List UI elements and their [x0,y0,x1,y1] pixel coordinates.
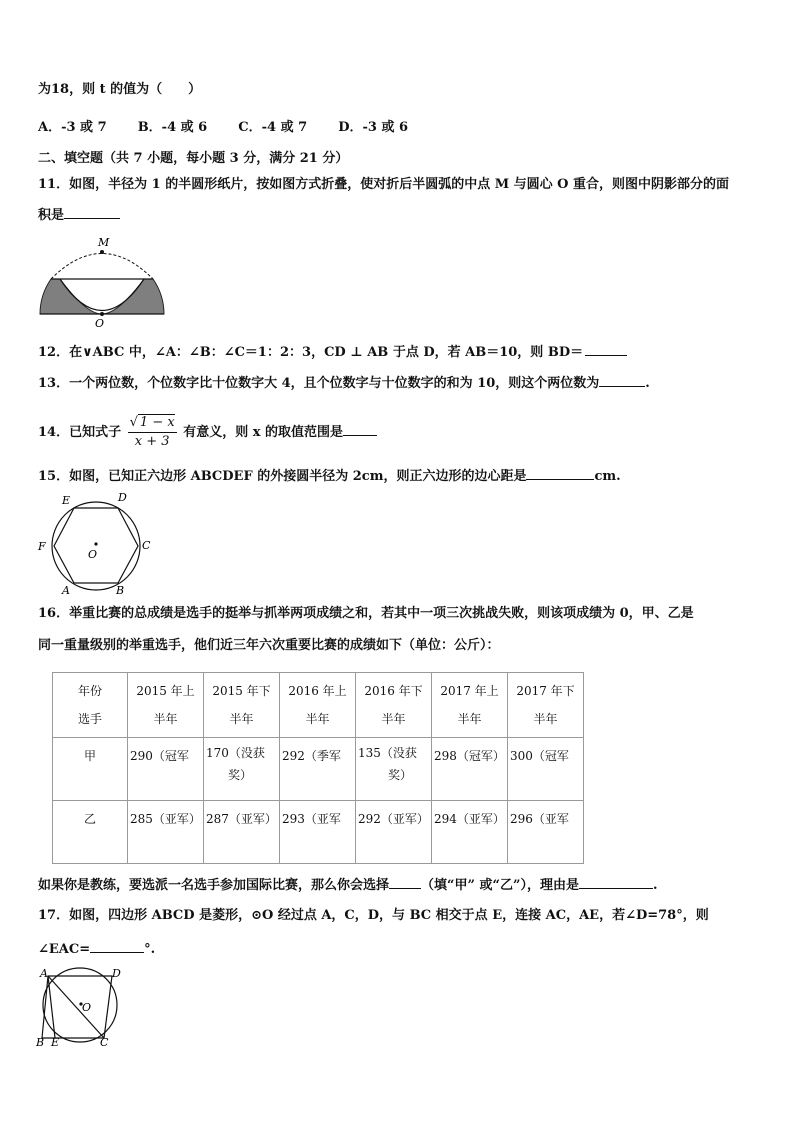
q15-center [94,542,97,545]
q14-numerator: 1 − x [139,415,175,430]
q17-line-ac [48,976,104,1038]
q17-line2-a: ∠EAC= [38,942,91,957]
q16-line2: 同一重量级别的举重选手，他们近三年六次重要比赛的成绩如下（单位：公斤）： [38,638,500,653]
q17-label-o: O [82,1001,92,1014]
q16-line3-a: 如果你是教练，要选派一名选手参加国际比赛，那么你会选择 [38,878,390,893]
table-cell: 296（亚军 [508,801,584,864]
table-cell: 300（冠军 [508,738,584,801]
table-cell: 292（亚军） [356,801,432,864]
q13-text: 13．一个两位数，个位数字比十位数字大 4，且个位数字与十位数字的和为 10，则这个两位数为 [38,376,600,391]
q10-option-b: B．-4 或 6 [137,120,208,135]
q17-label-a: A [40,967,48,980]
q10-options [38,119,408,137]
q11-point-o [100,312,104,316]
table-row-name: 乙 [53,801,128,864]
q15-label-f: F [38,540,46,553]
q14-fraction: $\frac{√ 1 - x}{x + 3}$ [129,415,175,449]
q15-label-b: B [116,584,125,597]
q16-line3-b: （填“甲” 或“乙”），理由是 [421,878,579,893]
q16-line3-end: . [652,878,658,893]
table-cell: 292（季军 [280,738,356,801]
table-cell: 298（冠军） [432,738,508,801]
q15-circumcircle [52,502,140,590]
table-cell: 287（亚军） [204,801,280,864]
q15-label-o: O [88,548,98,561]
q11-line1: 11．如图，半径为 1 的半圆形纸片，按如图方式折叠，使对折后半圆弧的中点 M 与圆心 O 重合，则图中阴影部分的面 [38,177,730,192]
q17-label-e: E [51,1036,60,1048]
table-header-corner: 年份 选手 [53,673,128,738]
q17-figure [34,964,130,1048]
q14-suffix: 有意义，则 x 的取值范围是 [183,425,344,440]
q15-label-c: C [142,539,151,552]
section-2-title: 二、填空题（共 7 小题，每小题 3 分，满分 21 分） [38,151,349,166]
q17-line2 [38,940,155,959]
q15 [38,467,621,486]
q13-answer-blank [599,374,645,387]
q12-text: 12．在∨ABC 中，∠A：∠B：∠C＝1：2：3，CD ⊥ AB 于点 D，若 AB＝10，则 BD＝ [38,345,584,360]
table-header-col: 2016 年上 半年 [280,673,356,738]
q14 [38,414,377,451]
q11-label-o: O [95,317,105,330]
q11-point-m [100,250,104,254]
q11-answer-blank [64,206,120,219]
q10-option-a: A．-3 或 7 [38,120,107,135]
q17-line1: 17．如图，四边形 ABCD 是菱形，⊙O 经过点 A，C，D，与 BC 相交于点 E，连接 AC，AE，若∠D=78°，则 [38,908,709,923]
q15-unit: cm. [594,469,621,484]
q14-denominator: x + 3 [134,434,170,449]
table-cell: 293（亚军 [280,801,356,864]
q17-label-d: D [112,967,121,980]
q16-reason-blank [579,876,653,889]
q10-tail: 为18，则 t 的值为（ ） [38,82,202,97]
q16-score-table [52,672,584,864]
table-header-col: 2016 年下 半年 [356,673,432,738]
q12-answer-blank [585,343,627,356]
table-header-col: 2017 年下 半年 [508,673,584,738]
q17-line2-b: °. [144,942,156,957]
q15-label-e: E [62,494,71,507]
table-row [53,738,584,801]
q16-line1: 16．举重比赛的总成绩是选手的挺举与抓举两项成绩之和，若其中一项三次挑战失败，则该项成绩为 0，甲、乙是 [38,606,694,621]
q16-line3 [38,876,657,895]
q11-label-m: M [98,236,110,249]
q17-rhombus [42,976,112,1038]
q15-label-a: A [62,584,70,597]
table-header-col: 2015 年下 半年 [204,673,280,738]
q15-figure [34,488,160,598]
table-cell: 294（亚军） [432,801,508,864]
q10-option-d: D．-3 或 6 [338,120,409,135]
table-row-name: 甲 [53,738,128,801]
table-header-col: 2017 年上 半年 [432,673,508,738]
q17-label-c: C [100,1036,109,1048]
table-header-col: 2015 年上 半年 [128,673,204,738]
q13: 13．一个两位数，个位数字比十位数字大 4，且个位数字与十位数字的和为 10，则这个两位数为 . [38,376,650,391]
table-cell: 135（没获 奖） [356,738,432,801]
q15-text: 15．如图，已知正六边形 ABCDEF 的外接圆半径为 2cm，则正六边形的边心距是 [38,469,527,484]
q10-option-c: C．-4 或 7 [238,120,308,135]
table-cell: 285（亚军） [128,801,204,864]
q11-figure [36,234,168,330]
q15-answer-blank [526,467,594,480]
q14-answer-blank [343,423,377,436]
q14-prefix: 14．已知式子 [38,425,122,440]
q11-dashed-arc [51,254,153,280]
q17-label-b: B [36,1036,45,1048]
table-cell: 290（冠军 [128,738,204,801]
table-cell: 170（没获 奖） [204,738,280,801]
table-header-row [53,673,584,738]
q11-line2-text: 积是 [38,208,65,223]
q16-choice-blank [389,876,421,889]
table-row [53,801,584,864]
q15-label-d: D [118,491,127,504]
q12 [38,343,627,362]
q11-line2 [38,206,120,225]
q17-answer-blank [90,940,144,953]
